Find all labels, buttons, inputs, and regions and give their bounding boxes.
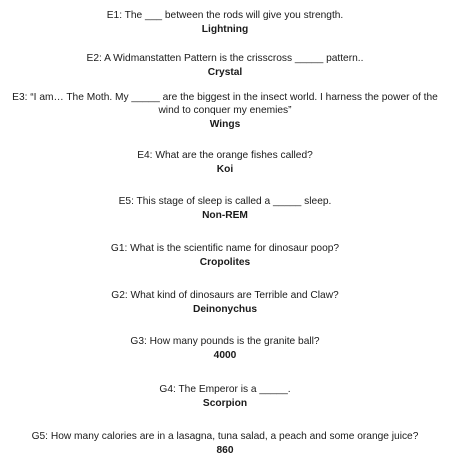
answer-text: Scorpion (202, 398, 248, 409)
answer-text: Deinonychus (193, 304, 257, 315)
question-text: G4: The Emperor is a _____. (159, 384, 291, 395)
answer-text: Non-REM (202, 210, 248, 221)
answer-text: Lightning (201, 24, 249, 35)
question-text: E5: This stage of sleep is called a _____ sleep. (118, 196, 332, 207)
question-text: G2: What kind of dinosaurs are Terrible and Claw? (111, 290, 339, 301)
qa-item-g4 (0, 383, 450, 410)
qa-item-e4 (0, 149, 450, 176)
qa-item-e3 (0, 91, 450, 131)
answer-text: 4000 (213, 350, 237, 361)
answer-text: Wings (209, 119, 241, 130)
question-text: G1: What is the scientific name for dinosaur poop? (110, 243, 340, 254)
qa-item-e5 (0, 195, 450, 222)
answer-text: 860 (216, 445, 234, 456)
qa-item-g3 (0, 335, 450, 362)
answer-text: Koi (216, 164, 234, 175)
question-text: E2: A Widmanstatten Pattern is the crisscross _____ pattern.. (86, 53, 364, 64)
qa-item-e1 (0, 9, 450, 36)
question-text: E4: What are the orange fishes called? (137, 150, 313, 161)
question-text: E1: The ___ between the rods will give you strength. (106, 10, 344, 21)
qa-item-e2 (0, 52, 450, 79)
qa-item-g1 (0, 242, 450, 269)
answer-text: Cropolites (199, 257, 251, 268)
question-text: G3: How many pounds is the granite ball? (130, 336, 320, 347)
question-text: G5: How many calories are in a lasagna, tuna salad, a peach and some orange juice? (31, 431, 419, 442)
qa-item-g2 (0, 289, 450, 316)
question-text: E3: “I am… The Moth. My _____ are the biggest in the insect world. I harness the power of the wind to conquer my enemies” (12, 92, 438, 116)
answer-text: Crystal (207, 67, 243, 78)
qa-item-g5 (0, 430, 450, 457)
